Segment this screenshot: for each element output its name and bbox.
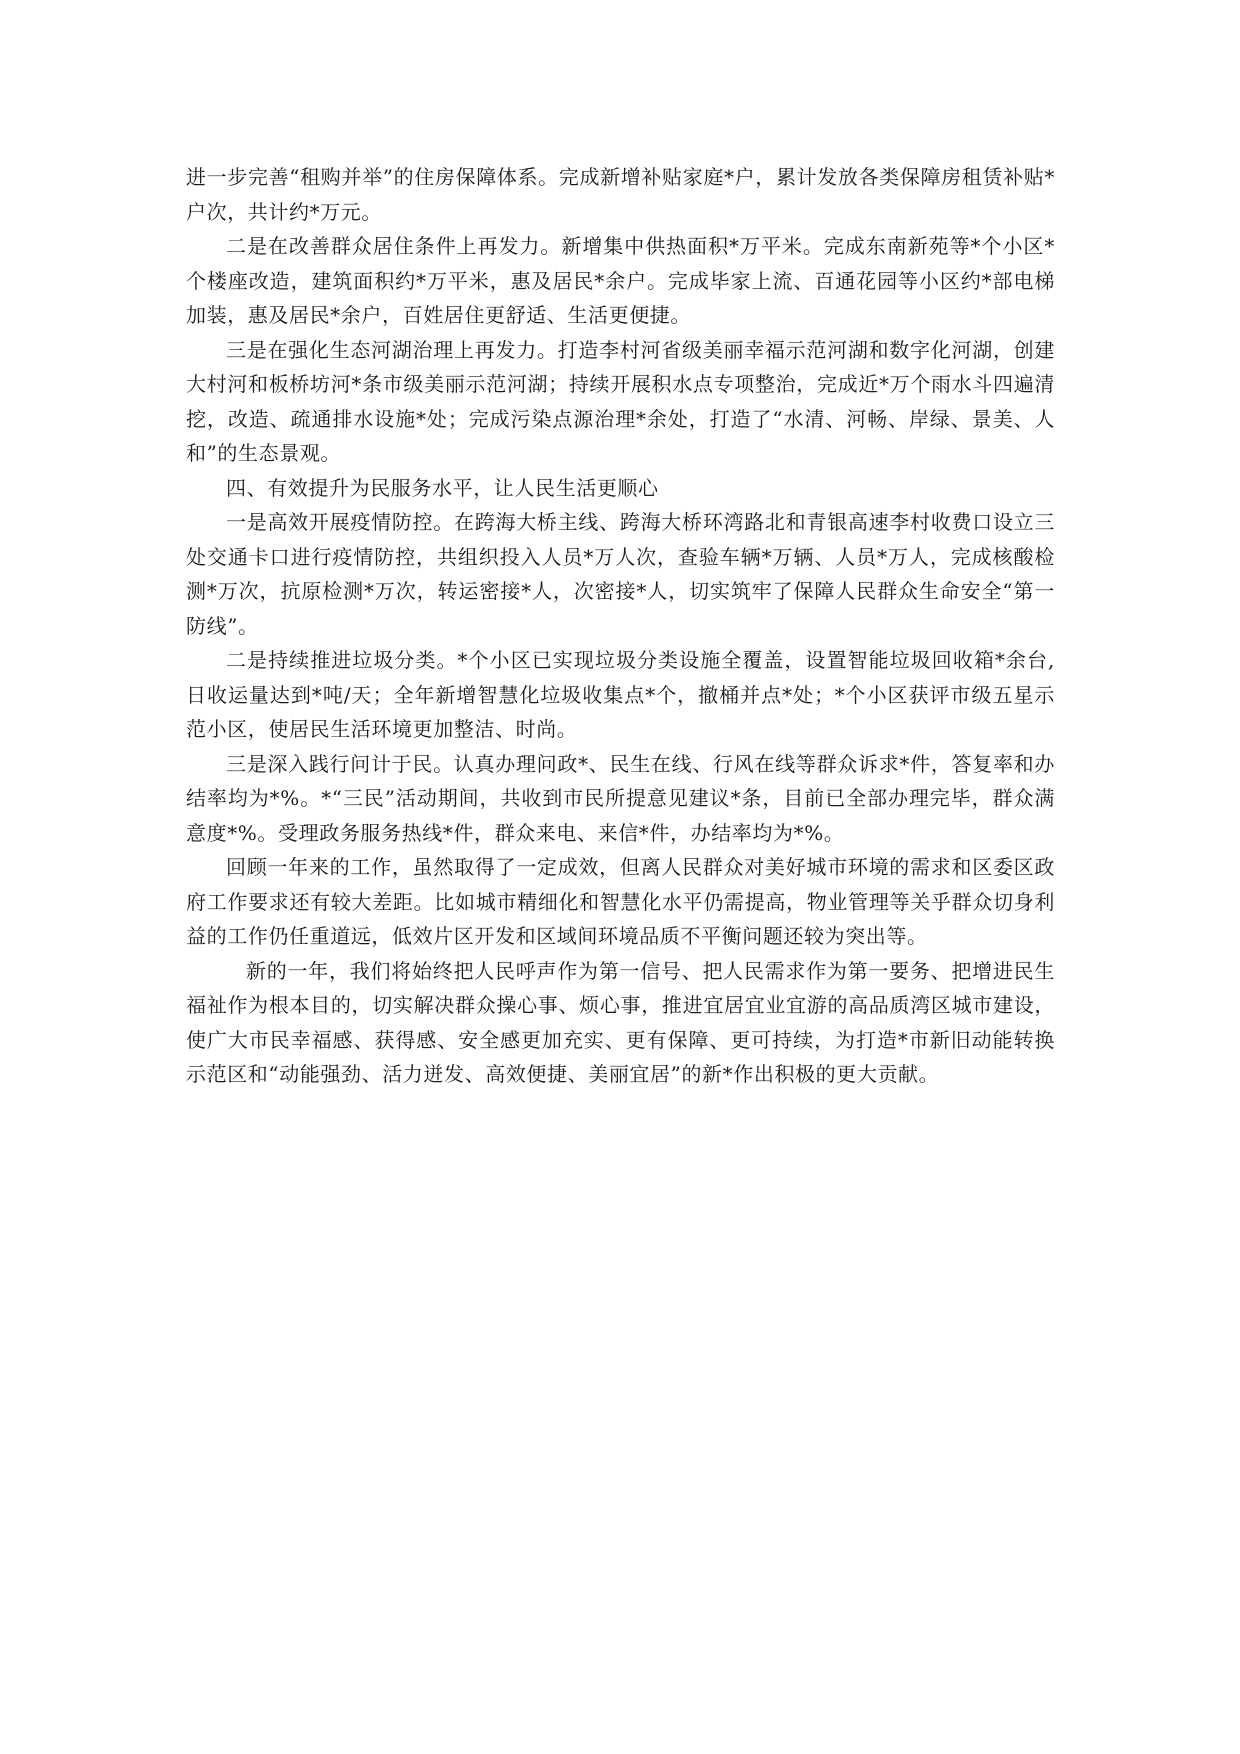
paragraph-epidemic-control: 一是高效开展疫情防控。在跨海大桥主线、跨海大桥环湾路北和青银高速李村收费口设立三处交通卡口进行疫情防控，共组织投入人员*万人次，查验车辆*万辆、人员*万人，完成核酸检测*万次，抗原检测*万次，转运密接*人，次密接*人，切实筑牢了保障人民群众生命安全“第一防线”。 <box>186 510 1055 638</box>
paragraph-new-year-outlook: 新的一年，我们将始终把人民呼声作为第一信号、把人民需求作为第一要务、把增进民生福祉作为根本目的，切实解决群众操心事、烦心事，推进宜居宜业宜游的高品质湾区城市建设，使广大市民幸福感、获得感、安全感更加充实、更有保障、更可持续，为打造*市新旧动能转换示范区和“动能强劲、活力迸发、高效便捷、美丽宜居”的新*作出积极的更大贡献。 <box>186 958 1055 1086</box>
paragraph-review: 回顾一年来的工作，虽然取得了一定成效，但离人民群众对美好城市环境的需求和区委区政府工作要求还有较大差距。比如城市精细化和智慧化水平仍需提高，物业管理等关乎群众切身利益的工作仍任重道远，低效片区开发和区域间环境品质不平衡问题还较为突出等。 <box>186 855 1055 948</box>
paragraph-housing-security: 进一步完善“租购并举”的住房保障体系。完成新增补贴家庭*户，累计发放各类保障房租赁补贴*户次，共计约*万元。 <box>186 165 1055 224</box>
paragraph-public-consultation: 三是深入践行问计于民。认真办理问政*、民生在线、行风在线等群众诉求*件，答复率和办结率均为*%。*“三民”活动期间，共收到市民所提意见建议*条，目前已全部办理完毕，群众满意度*%。受理政务服务热线*件，群众来电、来信*件，办结率均为*%。 <box>186 751 1055 845</box>
document-body <box>186 160 1055 1092</box>
paragraph-living-conditions: 二是在改善群众居住条件上再发力。新增集中供热面积*万平米。完成东南新苑等*个小区*个楼座改造，建筑面积约*万平米，惠及居民*余户。完成毕家上流、百通花园等小区约*部电梯加装，惠及居民*余户，百姓居住更舒适、生活更便捷。 <box>186 234 1055 327</box>
section-heading-public-service: 四、有效提升为民服务水平，让人民生活更顺心 <box>226 475 659 500</box>
paragraph-river-governance: 三是在强化生态河湖治理上再发力。打造李村河省级美丽幸福示范河湖和数字化河湖，创建大村河和板桥坊河*条市级美丽示范河湖；持续开展积水点专项整治，完成近*万个雨水斗四遍清挖，改造、疏通排水设施*处；完成污染点源治理*余处，打造了“水清、河畅、岸绿、景美、人和”的生态景观。 <box>186 337 1055 465</box>
paragraph-garbage-sorting: 二是持续推进垃圾分类。*个小区已实现垃圾分类设施全覆盖，设置智能垃圾回收箱*余台,日收运量达到*吨/天；全年新增智慧化垃圾收集点*个，撤桶并点*处；*个小区获评市级五星示范小区，使居民生活环境更加整洁、时尚。 <box>186 648 1055 741</box>
